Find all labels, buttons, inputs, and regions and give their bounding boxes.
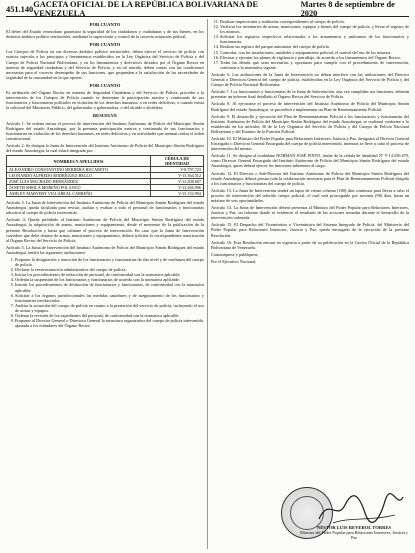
member-name: JOSÉ LUIS MACHADO HERNÁNDEZ (7, 179, 151, 185)
signatory-title: Ministro del Poder Popular para Relaciones Interiores, Justicia y Paz (299, 530, 409, 540)
article-11: Artículo 11. Se designa al ciudadano NORMAN JOSÉ PINTO, titular de la cédula de identidad Nº V-14.530.479, como Director General Encargado del Instituto Autónomo de Policía del Municipio Simón Rodríguez del estado Anzoátegui, quien deberá ejercer las funciones inherentes al cargo. (211, 153, 409, 169)
list-item: 1. Proponer la designación y remoción de los funcionarios y funcionarias de alto nivel y de confianza del cuerpo de policía. (15, 257, 204, 267)
heading-resuelve: RESUELVE (92, 113, 118, 119)
list-item: 9. Proponer al Director General o Directora General la estructura organizativa del cuerpo de policía intervenido, ajustada a los estándares del Órgano Rector. (15, 318, 204, 328)
list-item: 17. Todas las demás que sean necesarias y oportunas para cumplir con el procedimiento de intervención, conforme a la normativa vigente. (220, 60, 409, 70)
paragraph-2: Los Cuerpos de Policía en sus diversos ámbitos político territoriales, deben ejercer el servicio de policía con estricta sujeción a los principios y lineamientos establecidos en la Ley Orgánica del Servicio de Policía y del Cuerpo de Policía Nacional Bolivariana, y en los lineamientos y directrices dictados por el Órgano Rector en materia de seguridad ciudadana y del Servicio de Policía, y en tal sentido, deben contar con las condiciones necesarias para el correcto desempeño de sus funciones, que propendan a la satisfacción de las necesidades de seguridad de la comunidad en la que operen. (6, 49, 204, 80)
list-item: 14. Realizar un registro del parque automotor del cuerpo de policía. (220, 44, 409, 49)
article-9: Artículo 9. El desarrollo y ejecución del Plan de Reentrenamiento Policial a los funcionarios y funcionarias del Instituto Autónomo de Policía del Municipio Simón Rodríguez del estado Anzoátegui, se realizará conforme a lo establecido en los artículos 30 de la Ley Orgánica del Servicio de Policía y del Cuerpo de Policía Nacional Bolivariana y del Estatuto de la Función Policial. (211, 113, 409, 134)
signatory-name: NÉSTOR LUIS REVEROL TORRES (316, 525, 392, 530)
article-12: Artículo 12. El Director o Sub-Director del Instituto Autónomo de Policía del Municipio Simón Rodríguez del estado Anzoátegui, deberá prestar toda la colaboración necesaria para el Plan de Reentrenamiento Policial dirigido a los funcionarios y funcionarias del cuerpo de policía. (211, 170, 409, 186)
table-header-name: NOMBRES Y APELLIDOS (7, 156, 151, 167)
list-item: 4. Ordenar la suspensión de los funcionarios y funcionarias de acuerdo con la normativa aplicable. (15, 277, 204, 282)
member-id: V-12.508.697 (151, 179, 204, 185)
list-item: 2. Declarar la reestructuración administrativa del cuerpo de policía. (15, 267, 204, 272)
member-name: ASHLEY MARYEBY VILLAREAL CARREÑO (7, 191, 151, 197)
member-name: LEONARDO ALFREDO RODRÍGUEZ BELLO (7, 173, 151, 179)
article-6: Artículo 6. Las atribuciones de la Junta de Intervención no deben interferir con las atribuciones del Director General o Directora General del cuerpo de policía, establecidas en la Ley Orgánica del Servicio de Policía y del Cuerpo de Policía Nacional Bolivariana. (211, 71, 409, 88)
article-10: Artículo 10. El Ministro del Poder Popular para Relaciones Interiores, Justicia y Paz, designará al Director General Encargado o Directora General Encargada del cuerpo de policía intervenido, mientras se lleve a cabo el proceso de intervención del mismo. (211, 135, 409, 152)
article-15: Artículo 15. El Despacho del Viceministro o Viceministra del Sistema Integrado de Policía, del Ministerio del Poder Popular para Relaciones Interiores, Justicia y Paz, queda encargado de la ejecución de la presente Resolución. (211, 222, 409, 238)
heading-por-cuanto-1: POR CUANTO (89, 22, 121, 27)
article-8: Artículo 8. Al ejecutarse el proceso de intervención del Instituto Autónomo de Policía del Municipio Simón Rodríguez del estado Anzoátegui, se procederá a implementar un Plan de Reentrenamiento Policial. (211, 101, 409, 112)
gazette-title: GACETA OFICIAL DE LA REPÚBLICA BOLIVARIANA DE VENEZUELA (33, 0, 259, 18)
article-16: Artículo 16. Esta Resolución entrará en vigencia a partir de su publicación en la Gaceta Oficial de la República Bolivariana de Venezuela. (211, 239, 409, 250)
page-number: 451.140 (6, 4, 34, 14)
handwritten-signature-icon (315, 491, 405, 527)
member-id: V-15.152.994 (151, 191, 204, 197)
list-item: 8. Ordenar la revisión de los expedientes del personal, de conformidad con la normativa aplicable. (15, 313, 204, 318)
junta-table (6, 155, 204, 197)
member-id: V-15.364.312 (151, 173, 204, 179)
paragraph-1: El deber del Estado venezolano garantizar la seguridad de los ciudadanos y ciudadanas y de sus bienes, en los distintos ámbitos político territoriales, mediante la supervisión y control de la correcta actuación policial, (6, 29, 204, 40)
article-4: Artículo 4. Queda prohibido al Instituto Autónomo de Policía del Municipio Simón Rodríguez del estado Anzoátegui, la adquisición de armas, municiones y equipamiento, desde el momento de la publicación de la presente Resolución y hasta que culmine el proceso de intervención. En caso que la Junta de Intervención considere que debe dotarse de armas, municiones y equipamiento, deberá solicitar la correspondiente autorización al Órgano Rector del Servicio de Policía. (6, 217, 204, 243)
table-header-id: CÉDULA DE IDENTIDAD (151, 156, 204, 167)
list-item: 15. Controlar, con las instalaciones, unidades y equipamiento policial, el control del uso de los mismos. (220, 50, 409, 55)
list-item: 16. Efectuar y ejecutar los planes de vigilancia y patrullaje, de acuerdo a los lineamientos del Órgano Rector. (220, 55, 409, 60)
table-row (7, 191, 204, 197)
article-7: Artículo 7. Los funcionarios y funcionarias de la Junta de Intervención, una vez cumplidas sus funciones, deberán presentar un informe final detallado al Órgano Rector del Servicio de Policía. (211, 89, 409, 100)
article-3: Artículo 3. La Junta de Intervención del Instituto Autónomo de Policía del Municipio Simón Rodríguez del estado Anzoátegui, queda facultada para revisar, auditar y evaluar a todo el personal de funcionarios y funcionarias adscritos al cuerpo de policía intervenido. (6, 200, 204, 216)
list-item: 3. Iniciar los procedimientos de reducción de personal, de conformidad con la normativa aplicable. (15, 272, 204, 277)
paragraph-3: Es atribución del Órgano Rector en materia de Seguridad Ciudadana y del Servicio de Policía, proceder a la intervención de los Cuerpos de Policía cuando se determine la participación masiva y continuada de sus funcionarios y funcionarias policiales en violación de los derechos humanos, o en redes delictivas, o cuando exista la solicitud del Ministerio Público, del gobernador o gobernadora, o del alcalde o alcaldesa, (6, 90, 204, 111)
column-separator (207, 19, 208, 549)
left-column (6, 19, 204, 549)
signature-block (271, 485, 409, 543)
attributions-list-left (6, 257, 204, 328)
heading-por-cuanto-3: POR CUANTO (89, 82, 121, 88)
article-5: Artículo 5. La Junta de Intervención del Instituto Autónomo de Policía del Municipio Simón Rodríguez del estado Anzoátegui, tendrá las siguientes atribuciones: (6, 244, 204, 255)
list-item: 11. Realizar inspecciones y auditorías correspondientes al cuerpo de policía. (220, 19, 409, 24)
header-rule (6, 16, 409, 17)
right-column (211, 19, 409, 549)
list-item: 5. Instruir los procedimientos de destitución de funcionarios y funcionarias, de conformidad con la normativa aplicable. (15, 282, 204, 292)
closing-line-2: Por el Ejecutivo Nacional, (211, 258, 257, 264)
member-id: V-13.266.906 (151, 185, 204, 191)
closing-line-1: Comuníquese y publíquese, (211, 251, 259, 257)
heading-por-cuanto-2: POR CUANTO (89, 42, 121, 48)
list-item: 13. Solicitar los registros respectivos relacionados a los armamentos y uniformes de los funcionarios y funcionarias. (220, 34, 409, 44)
member-name: JANETH SHEILA MORENO POLANCO (7, 185, 151, 191)
list-item: 7. Auditar la actuación del cuerpo de policía en cuanto a la prestación del servicio de policía, incluyendo el uso de armas y equipos. (15, 303, 204, 313)
article-2: Artículo 2. Se designa la Junta de Intervención del Instituto Autónomo de Policía del Municipio Simón Rodríguez del estado Anzoátegui, la cual estará integrada por: (6, 142, 204, 153)
list-item: 12. Verificar los inventarios de armas, municiones, equipos y bienes del cuerpo de policía, y llevar el registro de los mismos. (220, 24, 409, 34)
member-name: ALEJANDRO CONSTANTINO HERRERA BUCARETO (7, 167, 151, 173)
article-14: Artículo 14. La Junta de Intervención deberá presentar al Ministro del Poder Popular para Relaciones Interiores, Justicia y Paz, un informe donde se evidencie el resultado de las acciones tomadas durante el desarrollo de la intervención ordenada. (211, 205, 409, 221)
attributions-list-right (211, 19, 409, 70)
article-1: Artículo 1. Se ordena iniciar el proceso de intervención del Instituto Autónomo de Policía del Municipio Simón Rodríguez del estado Anzoátegui, por la presunta participación masiva y continuada de sus funcionarios y funcionarias en violación de los derechos humanos, en redes delictivas y en actividades que atentan contra el orden constitucional. (6, 120, 204, 141)
issue-date: Martes 8 de septiembre de 2020 (300, 0, 395, 18)
member-id: V-8.797.723 (151, 167, 204, 173)
article-13: Artículo 13. La Junta de Intervención tendrá un lapso de ciento ochenta (180) días continuos para llevar a cabo el proceso de intervención del referido cuerpo policial, el cual será prorrogable por noventa (90) días, hasta un máximo de seis oportunidades. (211, 187, 409, 203)
list-item: 6. Solicitar a los órganos jurisdiccionales las medidas cautelares y de aseguramiento de los funcionarios y funcionarias involucrados. (15, 293, 204, 303)
page-header (6, 0, 409, 18)
